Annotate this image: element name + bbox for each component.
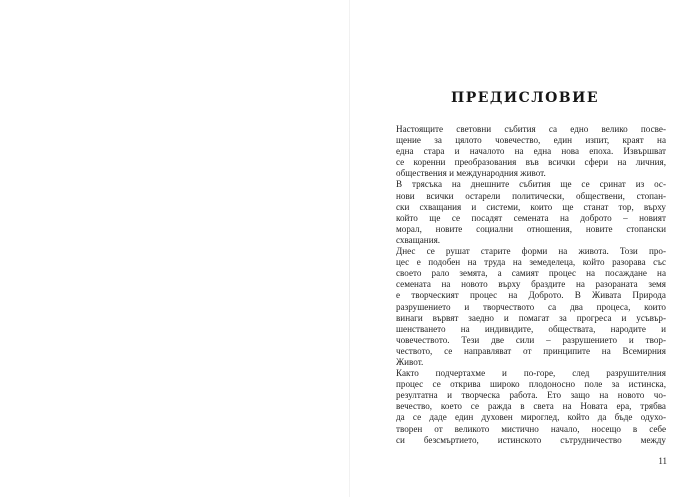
text-line: Настоящите световни събития са едно велико посве-: [396, 124, 666, 134]
text-line: схващания.: [396, 234, 441, 245]
chapter-title: ПРЕДИСЛОВИЕ: [450, 90, 600, 106]
text-line: цес е подобен на труда на земеделеца, който разорава със: [396, 257, 666, 268]
text-line: винаги вървят заедно и помагат за прогреса и усъвър-: [396, 312, 666, 323]
text-line: разрушението и творчеството са два процеса, които: [396, 301, 666, 312]
paragraph-3: [380, 246, 666, 368]
text-line: Живот.: [396, 356, 424, 367]
text-line: обществения и международния живот.: [396, 168, 546, 179]
text-line: човечеството. Тези две сили – разрушението и твор-: [396, 334, 666, 345]
text-line: шенстването на индивидите, обществата, народите и: [396, 323, 666, 334]
right-page: [350, 0, 700, 497]
text-line: една стара и началото на една нова епоха. Извършват: [396, 146, 666, 157]
text-line: резултатна и творческа работа. Ето защо на новото чо-: [396, 390, 666, 401]
paragraph-1: [380, 124, 666, 179]
text-line: В трясъка на днешните събития ще се сринат из ос-: [396, 179, 666, 190]
text-line: е творческият процес на Доброто. В Живата Природа: [396, 290, 666, 301]
text-line: си безсмъртието, истинското сътрудничество между: [396, 434, 666, 445]
text-line: ски схващания и системи, които ще станат тор, върху: [396, 201, 666, 212]
left-page-blank: [0, 0, 349, 497]
text-line: Както подчертахме и по-горе, след разрушителния: [396, 368, 666, 379]
text-line: щение за цялото човечество, един изпит, краят на: [396, 135, 666, 146]
text-line: да се даде един духовен мироглед, който да бъде одухо-: [396, 412, 666, 423]
text-line: чеството, се направляват от принципите на Всемирния: [396, 345, 666, 356]
text-line: се коренни преобразования във всички сфери на личния,: [396, 157, 666, 168]
text-line: семената на новото върху браздите на разораната земя: [396, 279, 666, 290]
body-text: [380, 124, 666, 446]
paragraph-4: [380, 368, 666, 446]
text-line: вечество, което се ражда в света на Новата ера, трябва: [396, 401, 666, 412]
text-line: процес се открива широко плодоносно поле за истинска,: [396, 379, 666, 390]
text-line: творен от великото мистично начало, носещо в себе: [396, 423, 666, 434]
text-line: който ще се посадят семената на доброто – новият: [396, 212, 666, 223]
text-line: нови всички остарели политически, обществени, стопан-: [396, 190, 666, 201]
text-line: Днес се рушат старите форми на живота. Този про-: [396, 246, 666, 257]
page-number: 11: [658, 456, 667, 466]
paragraph-2: [380, 179, 666, 246]
text-line: своето рало земята, а самият процес на посаждане на: [396, 268, 666, 279]
text-line: морал, новите социални отношения, новите стопански: [396, 223, 666, 234]
